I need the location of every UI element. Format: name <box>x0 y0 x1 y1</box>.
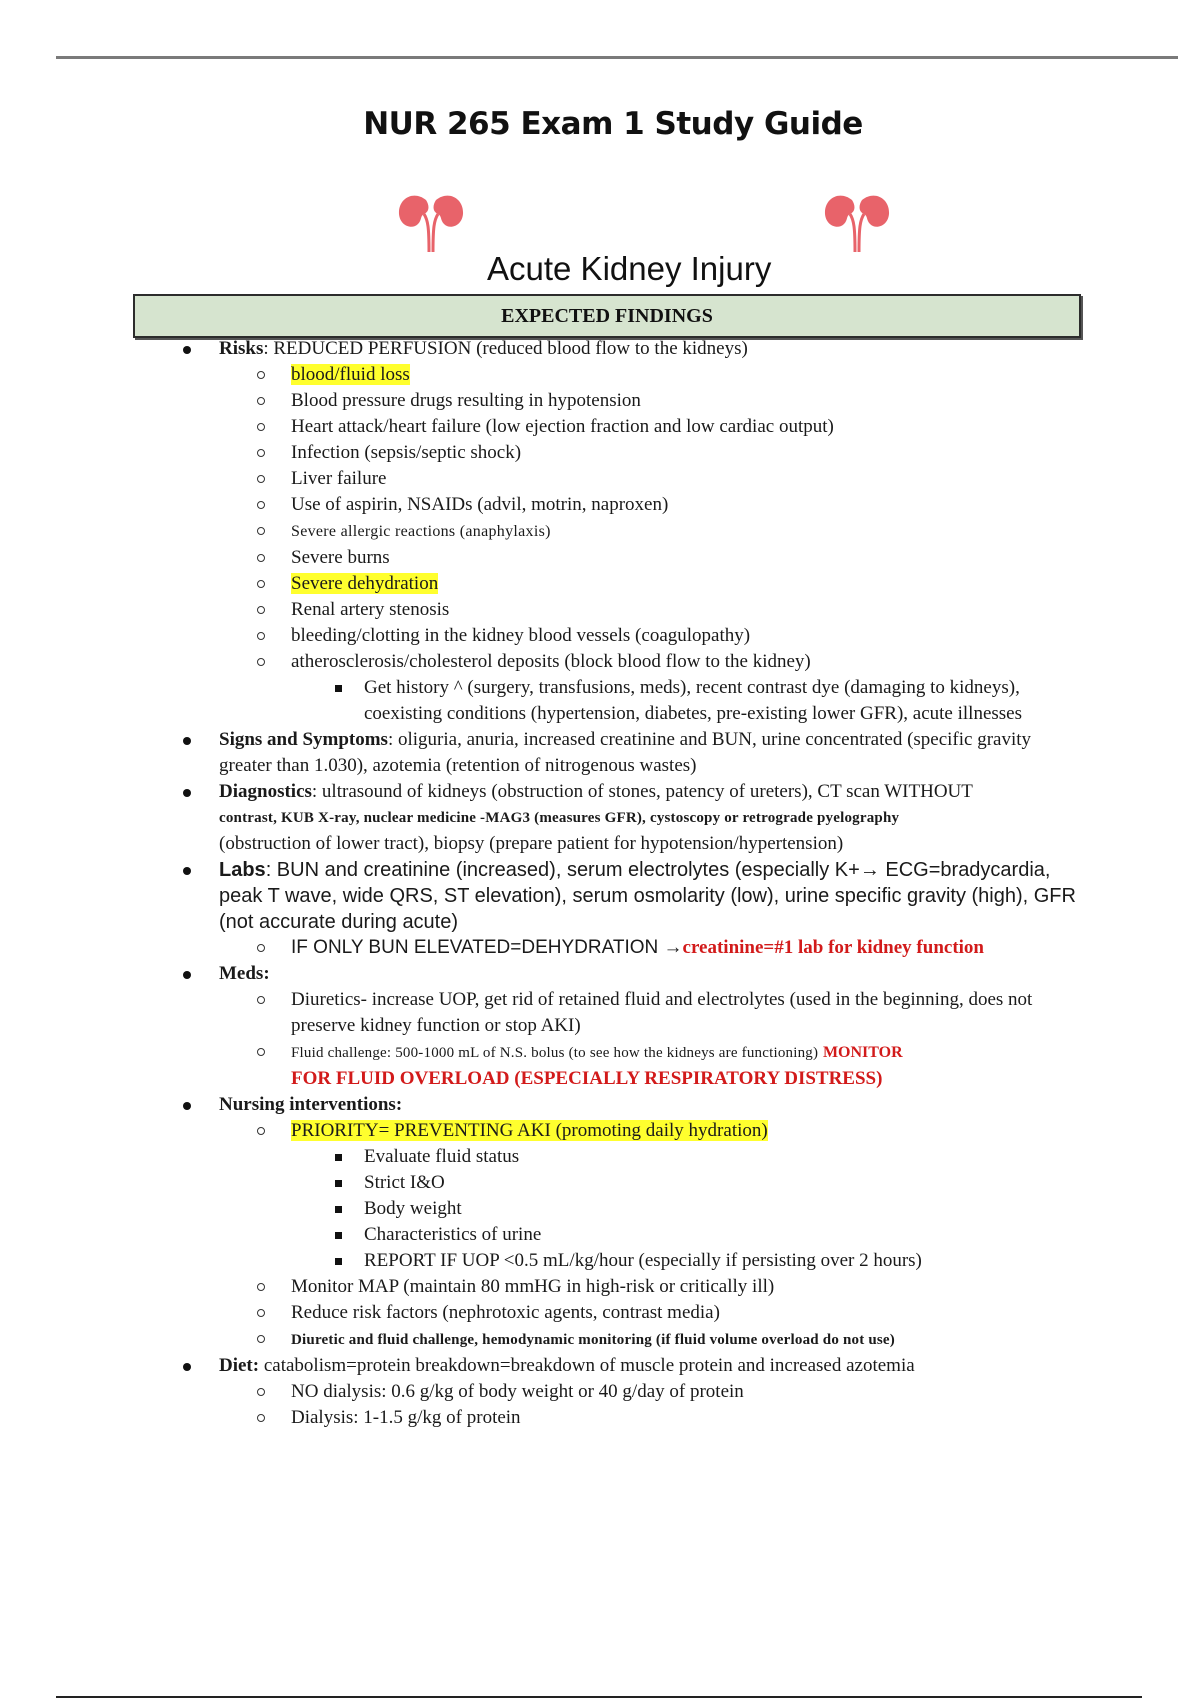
diagnostics-text: : ultrasound of kidneys (obstruction of stones, patency of ureters), CT scan WITHOUT <box>311 781 973 802</box>
circle-bullet-icon <box>257 423 265 431</box>
list-item <box>0 545 1200 571</box>
risk-text: Heart attack/heart failure (low ejection fraction and low cardiac output) <box>291 416 834 437</box>
diet-heading: Diet: <box>219 1355 260 1376</box>
list-item <box>0 1405 1200 1431</box>
risks-heading: Risks <box>219 338 264 359</box>
diagnostics-heading: Diagnostics <box>219 781 312 802</box>
circle-bullet-icon <box>257 554 265 562</box>
circle-bullet-icon <box>257 632 265 640</box>
list-item <box>0 1196 1200 1222</box>
risks-text: : REDUCED PERFUSION (reduced blood flow to the kidneys) <box>263 338 748 359</box>
list-item <box>0 1118 1200 1144</box>
risks-item <box>0 336 1200 362</box>
labs-item <box>0 857 1200 935</box>
diet-rule: NO dialysis: 0.6 g/kg of body weight or 40 g/day of protein <box>291 1381 744 1402</box>
bullet-icon <box>183 1363 191 1371</box>
list-item <box>0 466 1200 492</box>
circle-bullet-icon <box>257 1414 265 1422</box>
list-item <box>0 414 1200 440</box>
list-item <box>0 649 1200 675</box>
meds-item <box>0 961 1200 987</box>
list-item <box>0 388 1200 414</box>
circle-bullet-icon <box>257 449 265 457</box>
circle-bullet-icon <box>257 1048 265 1056</box>
list-item <box>0 1274 1200 1300</box>
nursing-text: Diuretic and fluid challenge, hemodynamic monitoring (if fluid volume overload do not use) <box>291 1332 895 1348</box>
circle-bullet-icon <box>257 1309 265 1317</box>
square-bullet-icon <box>335 1206 342 1213</box>
bullet-icon <box>183 789 191 797</box>
circle-bullet-icon <box>257 1335 265 1343</box>
bullet-icon <box>183 737 191 745</box>
study-guide-content <box>0 336 1200 1431</box>
list-item <box>0 492 1200 518</box>
bullet-icon <box>183 867 191 875</box>
diet-rule: Dialysis: 1-1.5 g/kg of protein <box>291 1407 521 1428</box>
list-item <box>0 1248 1200 1274</box>
diagnostics-text: contrast, KUB X-ray, nuclear medicine -MAG3 (measures GFR), cystoscopy or retrograde pyelography <box>219 810 900 826</box>
risk-text: bleeding/clotting in the kidney blood vessels (coagulopathy) <box>291 625 751 646</box>
square-bullet-icon <box>335 685 342 692</box>
list-item <box>0 518 1200 545</box>
risk-text: Infection (sepsis/septic shock) <box>291 442 522 463</box>
risk-text: Blood pressure drugs resulting in hypotension <box>291 390 641 411</box>
bullet-icon <box>183 346 191 354</box>
list-item <box>0 1326 1200 1353</box>
list-item <box>0 623 1200 649</box>
square-bullet-icon <box>335 1180 342 1187</box>
nursing-text: Monitor MAP (maintain 80 mmHG in high-risk or critically ill) <box>291 1276 775 1297</box>
risk-text: atherosclerosis/cholesterol deposits (block blood flow to the kidney) <box>291 651 811 672</box>
priority-step: REPORT IF UOP <0.5 mL/kg/hour (especially if persisting over 2 hours) <box>364 1250 922 1271</box>
circle-bullet-icon <box>257 580 265 588</box>
circle-bullet-icon <box>257 501 265 509</box>
risk-text: Liver failure <box>291 468 387 489</box>
list-item <box>0 571 1200 597</box>
circle-bullet-icon <box>257 658 265 666</box>
nursing-item <box>0 1092 1200 1118</box>
bullet-icon <box>183 1102 191 1110</box>
diagnostics-text: (obstruction of lower tract), biopsy (prepare patient for hypotension/hypertension) <box>219 833 844 854</box>
square-bullet-icon <box>335 1258 342 1265</box>
bullet-icon <box>183 971 191 979</box>
list-item <box>0 987 1200 1039</box>
meds-heading: Meds: <box>219 963 270 984</box>
bottom-rule <box>56 1696 1142 1698</box>
priority-step: Evaluate fluid status <box>364 1146 520 1167</box>
list-item <box>0 440 1200 466</box>
expected-findings-label: EXPECTED FINDINGS <box>501 304 713 327</box>
square-bullet-icon <box>335 1232 342 1239</box>
circle-bullet-icon <box>257 475 265 483</box>
list-item <box>0 935 1200 961</box>
list-item <box>0 1222 1200 1248</box>
list-item <box>0 362 1200 388</box>
list-item <box>0 1144 1200 1170</box>
highlighted-risk: Severe dehydration <box>291 573 439 594</box>
kidney-icon <box>396 192 466 254</box>
priority-text: PRIORITY= PREVENTING AKI (promoting daily hydration) <box>291 1120 768 1141</box>
circle-bullet-icon <box>257 1388 265 1396</box>
diagnostics-item <box>0 779 1200 857</box>
square-bullet-icon <box>335 1154 342 1161</box>
signs-heading: Signs and Symptoms <box>219 729 388 750</box>
circle-bullet-icon <box>257 996 265 1004</box>
highlighted-risk: blood/fluid loss <box>291 364 410 385</box>
list-item <box>0 597 1200 623</box>
list-item <box>0 1039 1200 1092</box>
list-item <box>0 1379 1200 1405</box>
section-title: Acute Kidney Injury <box>487 250 772 287</box>
page-title: NUR 265 Exam 1 Study Guide <box>363 106 863 142</box>
nursing-heading: Nursing interventions: <box>219 1094 403 1115</box>
expected-findings-header <box>133 294 1081 338</box>
history-note: Get history ^ (surgery, transfusions, meds), recent contrast dye (damaging to kidneys), coexisting conditions (hypertension, diabetes, pre-existing lower GFR), acute illnesses <box>364 677 1022 724</box>
signs-item <box>0 727 1200 779</box>
circle-bullet-icon <box>257 606 265 614</box>
diuretics-text: Diuretics- increase UOP, get rid of retained fluid and electrolytes (used in the beginning, does not preserve kidney function or stop AKI) <box>291 989 1033 1036</box>
risk-text: Severe allergic reactions (anaphylaxis) <box>291 523 551 540</box>
priority-step: Body weight <box>364 1198 462 1219</box>
fluid-challenge-text: Fluid challenge: 500-1000 mL of N.S. bolus (to see how the kidneys are functioning) <box>291 1045 819 1061</box>
labs-text: : BUN and creatinine (increased), serum electrolytes (especially K+→ ECG=bradycardia, peak T wave, wide QRS, ST elevation), serum osmolarity (low), urine specific gravity (high), GFR (not accurate during acute) <box>219 859 1076 933</box>
list-item <box>0 1300 1200 1326</box>
risk-text: Renal artery stenosis <box>291 599 450 620</box>
list-item <box>0 1170 1200 1196</box>
priority-step: Strict I&O <box>364 1172 445 1193</box>
nursing-text: Reduce risk factors (nephrotoxic agents, contrast media) <box>291 1302 720 1323</box>
list-item <box>0 675 1200 727</box>
circle-bullet-icon <box>257 371 265 379</box>
circle-bullet-icon <box>257 1127 265 1135</box>
diet-item <box>0 1353 1200 1379</box>
top-rule <box>56 56 1178 59</box>
circle-bullet-icon <box>257 397 265 405</box>
labs-key-note: creatinine=#1 lab for kidney function <box>682 937 984 958</box>
risk-text: Use of aspirin, NSAIDs (advil, motrin, naproxen) <box>291 494 669 515</box>
signs-text: : oliguria, anuria, increased creatinine and BUN, urine concentrated (specific gravity greater than 1.030), azotemia (retention of nitrogenous wastes) <box>219 729 1032 776</box>
labs-note: IF ONLY BUN ELEVATED=DEHYDRATION → <box>291 937 683 958</box>
priority-step: Characteristics of urine <box>364 1224 542 1245</box>
circle-bullet-icon <box>257 527 265 535</box>
risk-text: Severe burns <box>291 547 390 568</box>
labs-heading: Labs <box>219 859 266 881</box>
circle-bullet-icon <box>257 944 265 952</box>
fluid-overload-alert: FOR FLUID OVERLOAD (ESPECIALLY RESPIRATORY DISTRESS) <box>291 1068 883 1089</box>
monitor-alert: MONITOR <box>822 1044 903 1061</box>
circle-bullet-icon <box>257 1283 265 1291</box>
kidney-icon <box>822 192 892 254</box>
diet-text: catabolism=protein breakdown=breakdown of muscle protein and increased azotemia <box>259 1355 915 1376</box>
